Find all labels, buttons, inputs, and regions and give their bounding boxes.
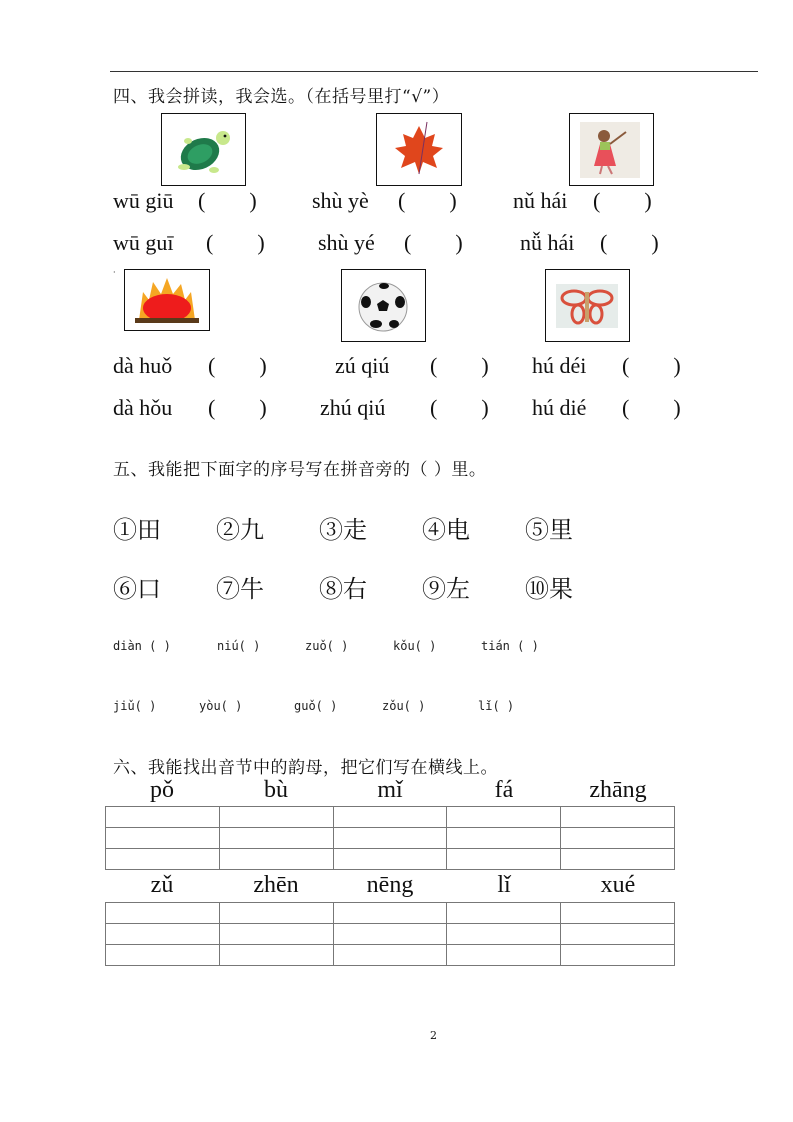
writing-cell[interactable] — [447, 924, 561, 945]
image-frame-turtle — [161, 113, 246, 186]
syllable-row-2 — [105, 872, 675, 899]
writing-cell[interactable] — [219, 828, 333, 849]
character-item: ④电 — [422, 516, 470, 544]
pinyin-blank[interactable]: zǒu( ) — [382, 699, 426, 713]
answer-paren[interactable]: ( ) — [398, 188, 457, 213]
writing-cell[interactable] — [219, 903, 333, 924]
pinyin-blank[interactable]: niú( ) — [217, 639, 261, 653]
image-frame-butterfly — [545, 269, 630, 342]
fire-icon — [125, 270, 208, 329]
soccer-ball-icon — [342, 270, 424, 340]
writing-cell[interactable] — [106, 903, 220, 924]
writing-cell[interactable] — [447, 807, 561, 828]
pinyin-blank[interactable]: jiǔ( ) — [113, 699, 157, 713]
stray-dot: · — [113, 268, 116, 277]
character-item: ①田 — [113, 516, 161, 544]
answer-paren[interactable]: ( ) — [622, 353, 681, 378]
writing-cell[interactable] — [561, 849, 675, 870]
section-6-title: 六、我能找出音节中的韵母，把它们写在横线上。 — [113, 758, 498, 778]
writing-cell[interactable] — [561, 807, 675, 828]
option-row-1a — [113, 184, 652, 215]
butterfly-icon — [546, 270, 628, 340]
option-pinyin: shù yé — [318, 230, 375, 255]
pinyin-blank[interactable]: lǐ( ) — [478, 699, 515, 713]
image-frame-fire — [124, 269, 210, 331]
writing-cell[interactable] — [447, 828, 561, 849]
writing-cell[interactable] — [333, 828, 447, 849]
image-frame-girl — [569, 113, 654, 186]
character-row-2 — [113, 569, 573, 604]
option-pinyin: zú qiú — [335, 353, 390, 378]
syllable: pǒ — [150, 777, 174, 803]
writing-cell[interactable] — [561, 903, 675, 924]
option-pinyin: dà huǒ — [113, 353, 173, 378]
writing-cell[interactable] — [219, 807, 333, 828]
writing-cell[interactable] — [333, 903, 447, 924]
writing-cell[interactable] — [447, 945, 561, 966]
character-item: ③走 — [319, 516, 367, 544]
writing-cell[interactable] — [333, 924, 447, 945]
syllable: mǐ — [377, 777, 403, 803]
turtle-icon — [162, 114, 244, 184]
option-pinyin: wū giū — [113, 188, 174, 213]
writing-grid-2 — [105, 902, 675, 966]
syllable: bù — [264, 777, 288, 803]
page-number: 2 — [430, 1029, 437, 1042]
writing-cell[interactable] — [106, 828, 220, 849]
maple-leaf-icon — [377, 114, 460, 184]
character-item: ⑤里 — [525, 516, 573, 544]
option-pinyin: nǔ hái — [513, 188, 568, 213]
character-item: ⑧右 — [319, 575, 367, 603]
answer-paren[interactable]: ( ) — [208, 395, 267, 420]
syllable: zhāng — [589, 777, 647, 803]
syllable: nēng — [366, 872, 414, 898]
syllable: fá — [494, 777, 514, 803]
option-pinyin: zhú qiú — [320, 395, 386, 420]
writing-cell[interactable] — [447, 903, 561, 924]
writing-cell[interactable] — [333, 807, 447, 828]
pinyin-blank[interactable]: tián ( ) — [481, 639, 539, 653]
answer-paren[interactable]: ( ) — [593, 188, 652, 213]
pinyin-blank[interactable]: zuǒ( ) — [305, 639, 349, 653]
writing-cell[interactable] — [106, 945, 220, 966]
syllable: zǔ — [150, 872, 174, 898]
option-row-1b — [113, 226, 659, 257]
pinyin-row-1 — [113, 639, 539, 653]
writing-cell[interactable] — [219, 924, 333, 945]
answer-paren[interactable]: ( ) — [404, 230, 463, 255]
character-item: ⑨左 — [422, 575, 470, 603]
option-row-2a — [113, 349, 681, 380]
writing-cell[interactable] — [447, 849, 561, 870]
answer-paren[interactable]: ( ) — [206, 230, 265, 255]
syllable: lǐ — [497, 872, 511, 898]
option-pinyin: shù yè — [312, 188, 369, 213]
writing-grid-1 — [105, 806, 675, 870]
pinyin-blank[interactable]: kǒu( ) — [393, 639, 437, 653]
character-item: ⑦牛 — [216, 575, 264, 603]
answer-paren[interactable]: ( ) — [600, 230, 659, 255]
option-pinyin: dà hǒu — [113, 395, 173, 420]
girl-icon — [570, 114, 652, 184]
image-frame-ball — [341, 269, 426, 342]
section-4-title: 四、我会拼读，我会选。（在括号里打“√”） — [113, 87, 450, 107]
section-5-title: 五、我能把下面字的序号写在拼音旁的（ ）里。 — [113, 460, 487, 480]
character-item: ⑩果 — [525, 575, 573, 603]
syllable: zhēn — [253, 872, 299, 898]
writing-cell[interactable] — [219, 849, 333, 870]
answer-paren[interactable]: ( ) — [208, 353, 267, 378]
writing-cell[interactable] — [106, 924, 220, 945]
writing-cell[interactable] — [561, 945, 675, 966]
pinyin-blank[interactable]: yòu( ) — [199, 699, 243, 713]
writing-cell[interactable] — [333, 945, 447, 966]
pinyin-row-2 — [113, 699, 514, 713]
writing-cell[interactable] — [106, 807, 220, 828]
option-pinyin: hú dié — [532, 395, 587, 420]
option-row-2b — [113, 391, 681, 422]
character-row-1 — [113, 510, 573, 545]
option-pinyin: wū guī — [113, 230, 174, 255]
writing-cell[interactable] — [333, 849, 447, 870]
syllable: xué — [600, 872, 636, 898]
writing-cell[interactable] — [561, 828, 675, 849]
answer-paren[interactable]: ( ) — [622, 395, 681, 420]
writing-cell[interactable] — [219, 945, 333, 966]
pinyin-blank[interactable]: guǒ( ) — [294, 699, 338, 713]
option-pinyin: hú déi — [532, 353, 587, 378]
syllable-row-1 — [105, 777, 675, 804]
answer-paren[interactable]: ( ) — [430, 395, 489, 420]
answer-paren[interactable]: ( ) — [430, 353, 489, 378]
image-frame-leaf — [376, 113, 462, 186]
option-pinyin: nǚ hái — [520, 230, 575, 255]
pinyin-blank[interactable]: diàn ( ) — [113, 639, 171, 653]
writing-cell[interactable] — [561, 924, 675, 945]
character-item: ②九 — [216, 516, 264, 544]
character-item: ⑥口 — [113, 575, 161, 603]
answer-paren[interactable]: ( ) — [198, 188, 257, 213]
top-rule — [110, 71, 758, 72]
writing-cell[interactable] — [106, 849, 220, 870]
